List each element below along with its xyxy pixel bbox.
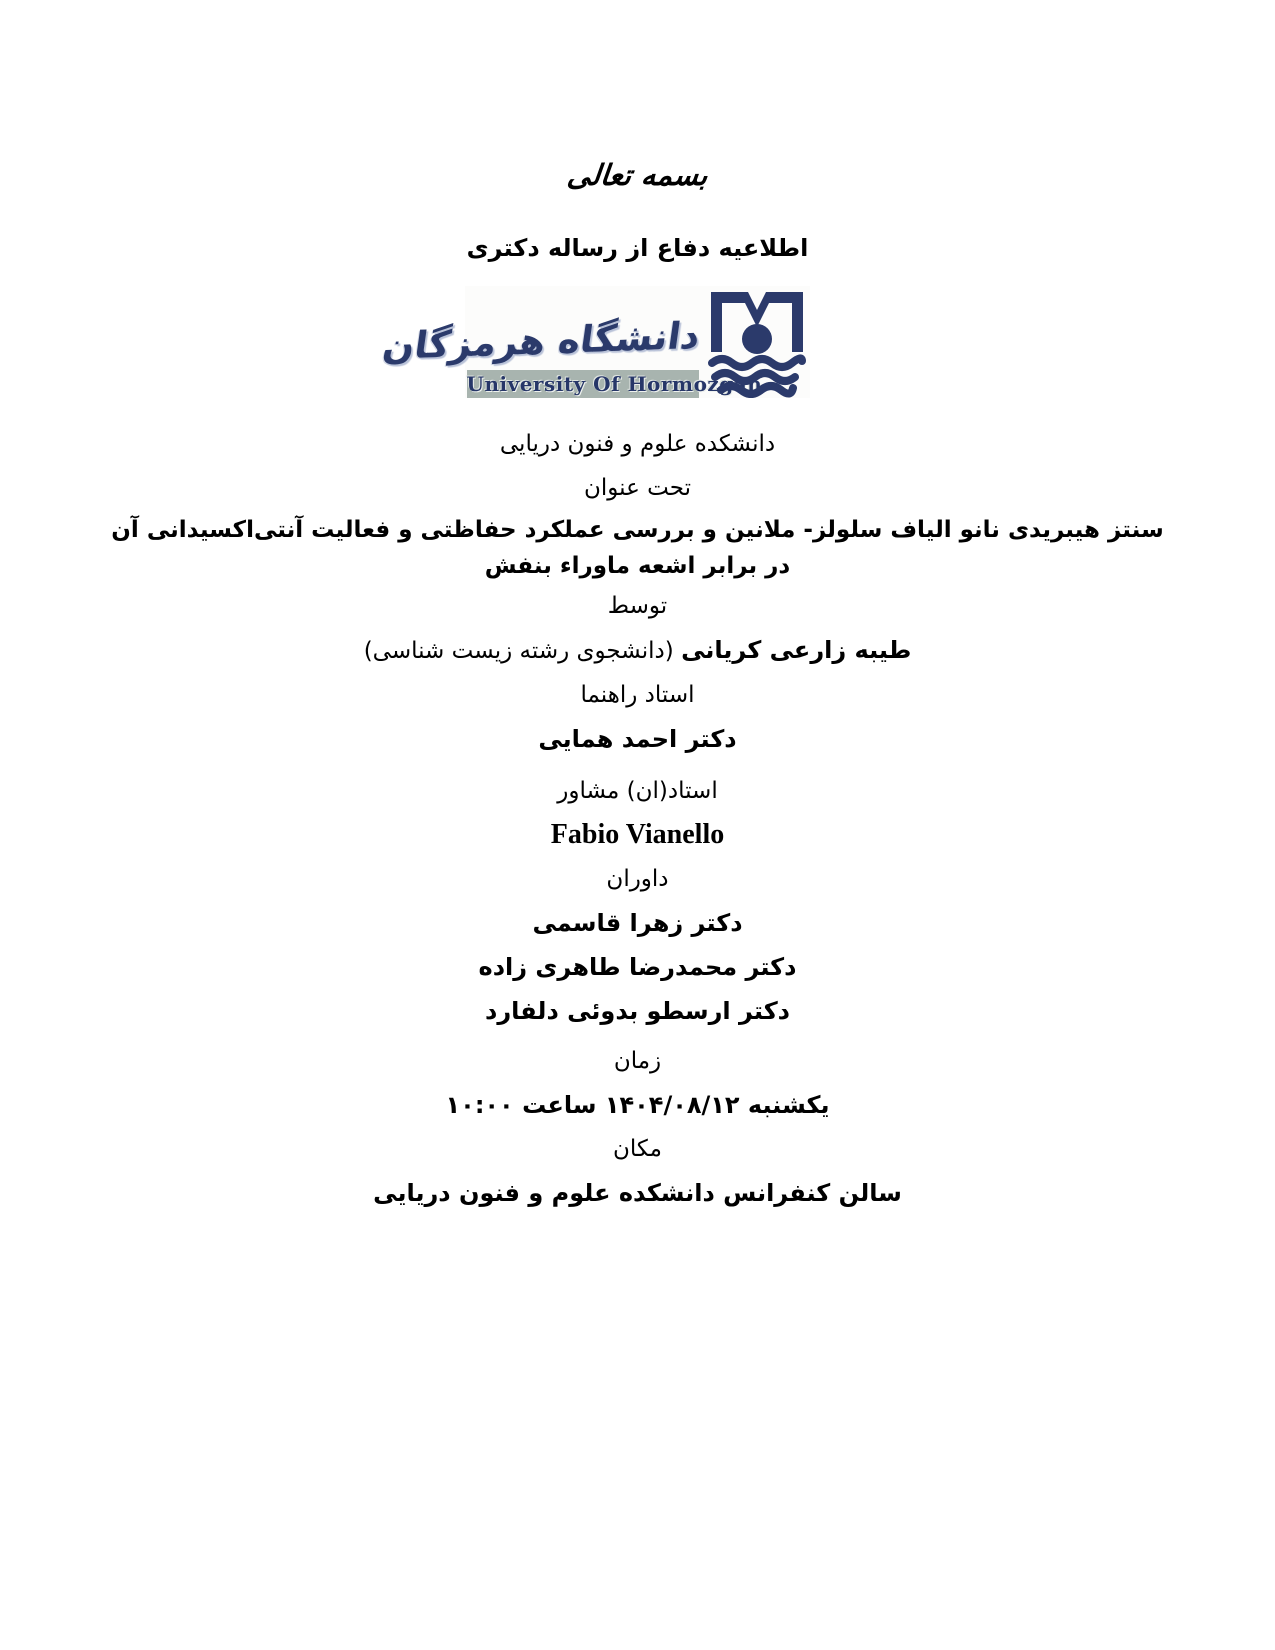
judge-name-1: دکتر زهرا قاسمی <box>532 909 743 937</box>
university-name-english: University Of Hormozgan <box>466 372 763 396</box>
announcement-heading: اطلاعیه دفاع از رساله دکتری <box>466 234 809 262</box>
location-value: سالن کنفرانس دانشکده علوم و فنون دریایی <box>373 1179 902 1207</box>
time-value: یکشنبه ۱۴۰۴/۰۸/۱۲ ساعت ۱۰:۰۰ <box>445 1091 830 1119</box>
bismillah-calligraphy: بسمه تعالی <box>565 158 710 192</box>
faculty-name: دانشکده علوم و فنون دریایی <box>499 431 776 457</box>
university-emblem-icon <box>705 286 809 398</box>
student-description: (دانشجوی رشته زیست شناسی) <box>363 638 674 664</box>
judge-name-2: دکتر محمدرضا طاهری زاده <box>478 953 797 981</box>
university-logo-text-block <box>379 286 763 398</box>
location-label: مکان <box>613 1136 662 1162</box>
advisor-label: استاد(ان) مشاور <box>557 778 718 804</box>
advisor-name: Fabio Vianello <box>550 819 725 850</box>
supervisor-name: دکتر احمد همایی <box>538 725 737 753</box>
thesis-title: سنتز هیبریدی نانو الیاف سلولز- ملانین و بررسی عملکرد حفاظتی و فعالیت آنتی‌اکسیدانی آن در برابر اشعه ماوراء بنفش <box>111 517 1164 579</box>
judges-label: داوران <box>606 866 669 892</box>
student-name: طیبه زارعی کریانی <box>681 636 912 664</box>
time-label: زمان <box>613 1048 662 1074</box>
by-label: توسط <box>607 593 668 619</box>
supervisor-label: استاد راهنما <box>580 682 695 708</box>
university-name-farsi: دانشگاه هرمزگان <box>379 313 703 368</box>
student-line <box>0 628 1275 673</box>
judge-name-3: دکتر ارسطو بدوئی دلفارد <box>485 997 790 1025</box>
under-title-label: تحت عنوان <box>584 475 691 501</box>
university-logo <box>379 286 810 398</box>
